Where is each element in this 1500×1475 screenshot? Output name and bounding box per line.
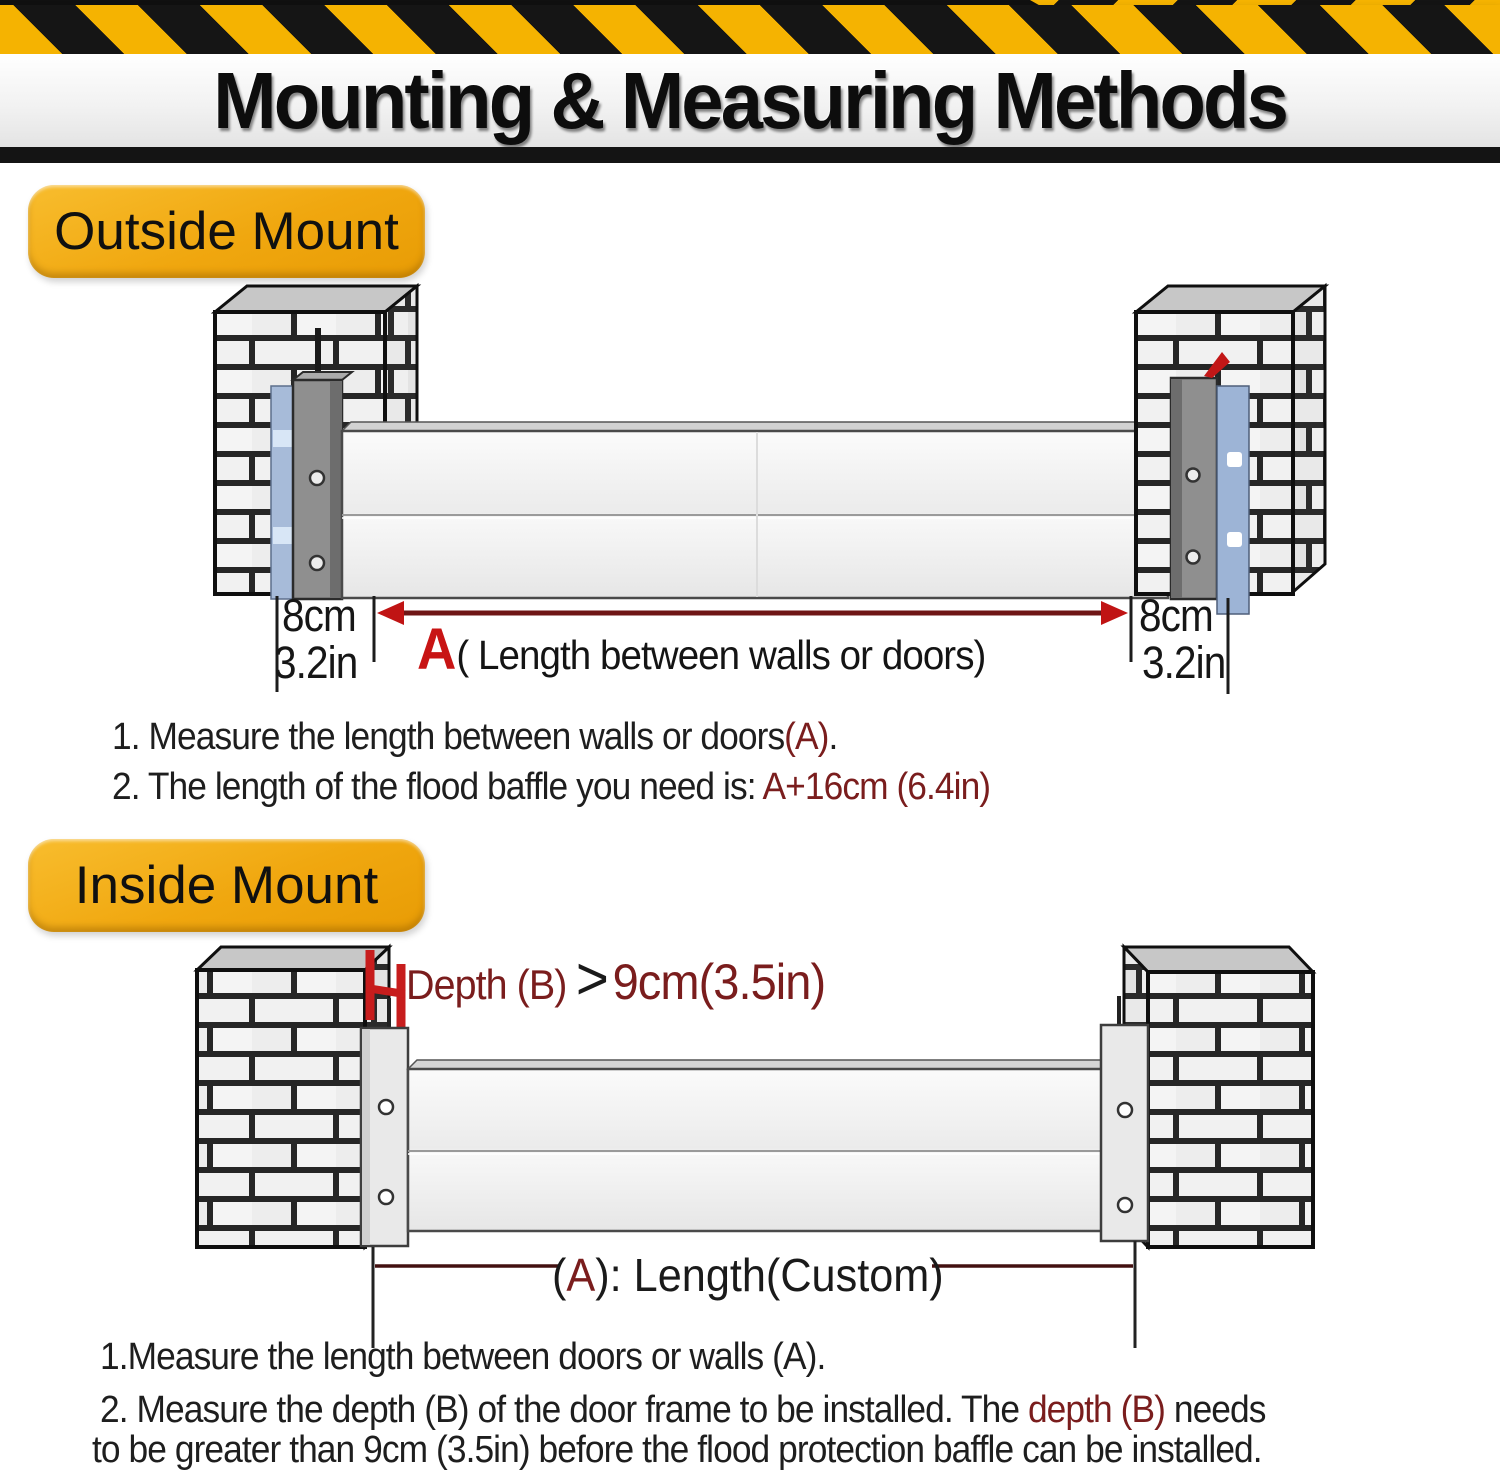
right-channel-shadow [1171, 379, 1182, 598]
outside-span-label [417, 616, 985, 683]
left-channel-shadow [330, 381, 342, 598]
title-band [0, 54, 1500, 147]
depth-value: 9cm(3.5in) [612, 954, 826, 1010]
outside-left-dim-cm: 8cm [282, 590, 356, 641]
right-pillar-side [1293, 286, 1325, 592]
left-pillar-cap [215, 286, 417, 312]
outside-mount-badge-label: Outside Mount [54, 202, 399, 261]
depth-label: Depth (B) [406, 961, 567, 1008]
right-pillar-front [1148, 972, 1313, 1247]
step1-text: 1. Measure the length between walls or doors [112, 716, 785, 758]
page-title: Mounting & Measuring Methods [213, 55, 1287, 145]
outside-mount-badge [28, 185, 425, 278]
flood-barrier-top-face [408, 1060, 1111, 1069]
right-gasket-tab [1227, 452, 1242, 467]
right-pillar-cap [1124, 947, 1313, 972]
left-gasket-strip [271, 386, 294, 599]
right-gasket-strip [1217, 386, 1249, 614]
measure-arrowhead-right [1101, 601, 1128, 625]
inside-span-label [552, 1248, 944, 1302]
screw-hole [1187, 551, 1200, 564]
right-gasket-tab [1227, 532, 1242, 547]
span-letter-a: A [417, 617, 457, 682]
step2-highlight: A+16cm (6.4in) [762, 766, 991, 808]
inside-mount-badge-label: Inside Mount [74, 856, 379, 915]
flood-barrier-top-face [342, 422, 1177, 431]
outside-left-dim-in: 3.2in [274, 637, 358, 688]
span-caption: ( Length between walls or doors) [456, 632, 986, 678]
measure-arrowhead-left [377, 601, 404, 625]
step2-needs: needs [1164, 1389, 1266, 1431]
screw-hole [1118, 1198, 1132, 1212]
inside-step-2-line2: to be greater than 9cm (3.5in) before the flood protection baffle can be installed. [92, 1429, 1262, 1471]
span-rest: ): Length(Custom) [595, 1249, 944, 1301]
span-letter-a: A [566, 1249, 596, 1301]
inside-step-2-line1 [100, 1389, 1265, 1432]
screw-hole [310, 556, 324, 570]
hazard-banner [0, 0, 1500, 165]
left-pillar-front [197, 970, 365, 1247]
outside-right-dim-cm: 8cm [1139, 590, 1213, 641]
inside-mount-badge [28, 839, 425, 932]
left-gasket-tab [273, 430, 292, 447]
step2-text: 2. Measure the depth (B) of the door frame to be installed. The [100, 1389, 1028, 1431]
screw-hole [1118, 1103, 1132, 1117]
left-gasket-tab [273, 527, 292, 544]
step2-text: 2. The length of the flood baffle you need is: [112, 766, 763, 808]
hazard-tape-stripes [0, 5, 1500, 54]
screw-hole [379, 1100, 393, 1114]
screw-hole [1187, 469, 1200, 482]
screw-hole [379, 1190, 393, 1204]
step2-highlight: depth (B) [1027, 1389, 1165, 1431]
left-pillar-cap [197, 947, 389, 970]
step1-period: . [828, 716, 838, 758]
outside-step-2 [112, 766, 990, 809]
step1-highlight: (A) [784, 716, 829, 758]
inside-step-1: 1.Measure the length between doors or walls (A). [100, 1336, 826, 1378]
greater-than-sign: > [575, 945, 609, 1012]
span-paren-open: ( [552, 1249, 567, 1301]
header-divider-bar [0, 147, 1500, 163]
screw-hole [310, 471, 324, 485]
depth-requirement-label [406, 944, 825, 1013]
left-channel-shade [362, 1029, 370, 1245]
outside-step-1 [112, 716, 837, 759]
outside-right-dim-in: 3.2in [1142, 637, 1226, 688]
